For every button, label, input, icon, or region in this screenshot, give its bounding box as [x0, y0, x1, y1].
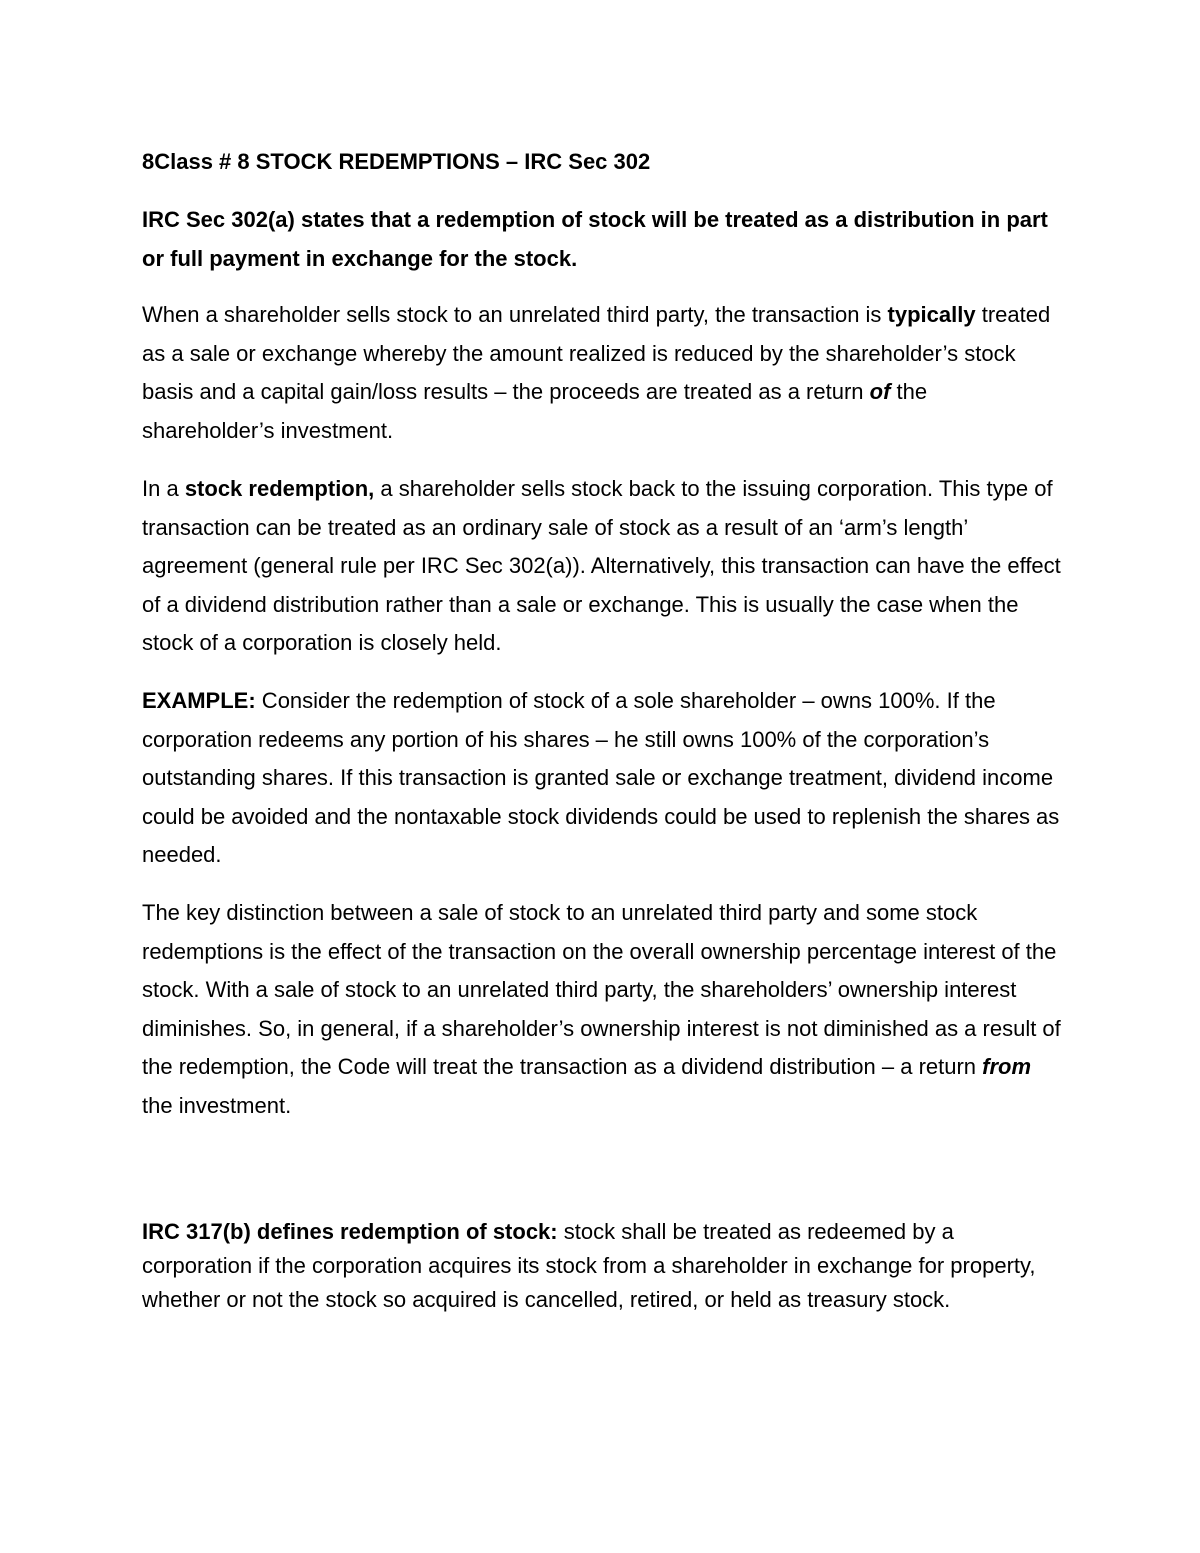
paragraph-example: [142, 682, 1062, 875]
paragraph-stock-redemption: [142, 470, 1062, 663]
paragraph-third-party-sale: [142, 296, 1062, 450]
term-stock-redemption: stock redemption,: [184, 476, 375, 501]
example-label: EXAMPLE:: [142, 688, 256, 713]
paragraph-text: stock shall be treated as redeemed by a corporation if the corporation acquires its stock from a shareholder in exchange for property, whether or not the stock so acquired is cancelled, retired, or held as treasury stock.: [142, 1219, 1036, 1312]
paragraph-key-distinction: [142, 894, 1062, 1126]
paragraph-text: When a shareholder sells stock to an unrelated third party, the transaction is: [142, 302, 888, 327]
paragraph-text: a shareholder sells stock back to the issuing corporation. This type of transaction can be treated as an ordinary sale of stock as a result of an ‘arm’s length’ agreement (general rule per IRC Sec 302(a)). Alternatively, this transaction can have the effect of a dividend distribution rather than a sale or exchange. This is usually the case when the stock of a corporation is closely held.: [142, 476, 1061, 656]
paragraph-text: treated as a sale or exchange whereby the amount realized is reduced by the shareholder’s stock basis and a capital gain/loss results – the proceeds are treated as a return: [142, 302, 1051, 405]
paragraph-text: The key distinction between a sale of stock to an unrelated third party and some stock redemptions is the effect of the transaction on the overall ownership percentage interest of the stock. With a sale of stock to an unrelated third party, the shareholders’ ownership interest diminishes. So, in general, if a shareholder’s ownership interest is not diminished as a result of the redemption, the Code will treat the transaction as a dividend distribution – a return: [142, 900, 1061, 1080]
emphasis-of: of: [869, 379, 891, 405]
intro-statement: IRC Sec 302(a) states that a redemption of stock will be treated as a distribution in part or full payment in exchange for the stock.: [142, 207, 1048, 271]
emphasis-from: from: [982, 1054, 1032, 1080]
document-title: 8Class # 8 STOCK REDEMPTIONS – IRC Sec 302: [142, 149, 651, 174]
paragraph-text: the shareholder’s investment.: [142, 379, 928, 443]
paragraph-text: the investment.: [142, 1092, 292, 1118]
definition-heading: IRC 317(b) defines redemption of stock:: [142, 1219, 558, 1244]
paragraph-text: Consider the redemption of stock of a sole shareholder – owns 100%. If the corporation redeems any portion of his shares – he still owns 100% of the corporation’s outstanding shares. If this transaction is granted sale or exchange treatment, dividend income could be avoided and the nontaxable stock dividends could be used to replenish the shares as needed.: [142, 688, 1060, 868]
emphasis-typically: typically: [887, 302, 976, 327]
paragraph-text: In a: [142, 476, 185, 501]
paragraph-irc-317b-definition: [142, 1215, 1062, 1317]
